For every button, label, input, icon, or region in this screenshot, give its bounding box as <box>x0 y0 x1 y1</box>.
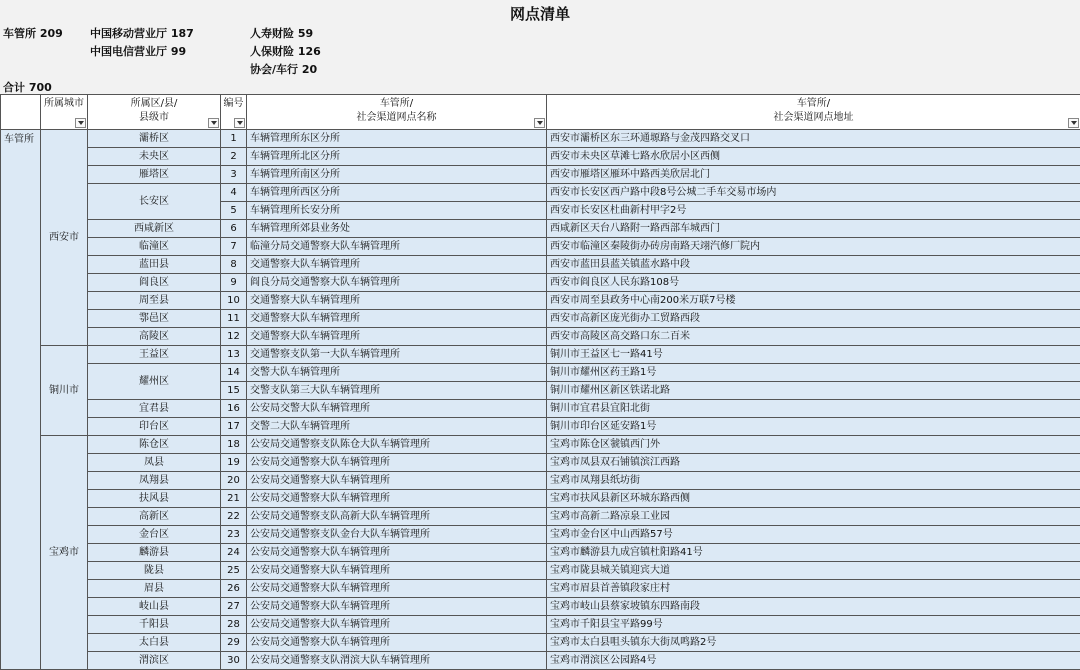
name-cell: 交通警察大队车辆管理所 <box>247 256 547 274</box>
number-cell: 11 <box>221 310 247 328</box>
address-cell: 西安市临潼区秦陵街办砖房南路天翊汽修厂院内 <box>547 238 1080 256</box>
number-cell: 4 <box>221 184 247 202</box>
table-row <box>1 454 1080 472</box>
name-cell: 公安局交通警察大队车辆管理所 <box>247 562 547 580</box>
number-cell: 25 <box>221 562 247 580</box>
table-row <box>1 508 1080 526</box>
name-cell: 公安局交通警察支队陈仓大队车辆管理所 <box>247 436 547 454</box>
district-cell: 高新区 <box>88 508 221 526</box>
page-title: 网点清单 <box>0 3 1080 24</box>
address-cell: 铜川市耀州区新区铁诺北路 <box>547 382 1080 400</box>
name-cell: 公安局交通警察大队车辆管理所 <box>247 544 547 562</box>
district-cell: 灞桥区 <box>88 130 221 148</box>
address-cell: 宝鸡市扶风县新区环城东路西侧 <box>547 490 1080 508</box>
table-row <box>1 364 1080 382</box>
stat-pingan: 人保财险 126 <box>250 43 321 59</box>
table-row <box>1 490 1080 508</box>
address-cell: 宝鸡市陇县城关镇迎宾大道 <box>547 562 1080 580</box>
name-cell: 公安局交警大队车辆管理所 <box>247 400 547 418</box>
address-cell: 宝鸡市高新二路凉泉工业园 <box>547 508 1080 526</box>
header-outlet-address: 车管所/ 社会渠道网点地址 <box>547 95 1080 130</box>
number-cell: 3 <box>221 166 247 184</box>
district-cell: 岐山县 <box>88 598 221 616</box>
address-cell: 西安市高陵区高交路口东二百米 <box>547 328 1080 346</box>
district-cell: 太白县 <box>88 634 221 652</box>
number-cell: 15 <box>221 382 247 400</box>
number-cell: 5 <box>221 202 247 220</box>
address-cell: 西安市雁塔区雁环中路西美欣居北门 <box>547 166 1080 184</box>
table-row <box>1 562 1080 580</box>
address-cell: 西安市长安区杜曲新村甲字2号 <box>547 202 1080 220</box>
summary-panel <box>0 0 1080 94</box>
name-cell: 公安局交通警察大队车辆管理所 <box>247 454 547 472</box>
name-cell: 交警二大队车辆管理所 <box>247 418 547 436</box>
table-row <box>1 544 1080 562</box>
number-cell: 22 <box>221 508 247 526</box>
header-category <box>1 95 41 130</box>
district-cell: 王益区 <box>88 346 221 364</box>
name-cell: 公安局交通警察大队车辆管理所 <box>247 616 547 634</box>
address-cell: 宝鸡市金台区中山西路57号 <box>547 526 1080 544</box>
table-row <box>1 598 1080 616</box>
table-row <box>1 436 1080 454</box>
table-row <box>1 130 1080 148</box>
district-cell: 雁塔区 <box>88 166 221 184</box>
city-cell: 宝鸡市 <box>41 436 88 670</box>
name-cell: 车辆管理所东区分所 <box>247 130 547 148</box>
district-cell: 蓝田县 <box>88 256 221 274</box>
address-cell: 铜川市宜君县宜阳北街 <box>547 400 1080 418</box>
district-cell: 宜君县 <box>88 400 221 418</box>
district-cell: 金台区 <box>88 526 221 544</box>
table-row <box>1 256 1080 274</box>
number-cell: 30 <box>221 652 247 670</box>
header-row <box>1 95 1080 130</box>
address-cell: 宝鸡市麟游县九成宫镇杜阳路41号 <box>547 544 1080 562</box>
name-cell: 公安局交通警察支队金台大队车辆管理所 <box>247 526 547 544</box>
table-row <box>1 634 1080 652</box>
address-cell: 宝鸡市眉县首善镇段家庄村 <box>547 580 1080 598</box>
address-cell: 铜川市王益区七一路41号 <box>547 346 1080 364</box>
district-cell: 凤县 <box>88 454 221 472</box>
table-row <box>1 472 1080 490</box>
name-cell: 临潼分局交通警察大队车辆管理所 <box>247 238 547 256</box>
district-cell: 鄠邑区 <box>88 310 221 328</box>
filter-dropdown-icon[interactable] <box>208 118 219 128</box>
address-cell: 西安市阎良区人民东路108号 <box>547 274 1080 292</box>
table-row <box>1 616 1080 634</box>
address-cell: 宝鸡市陈仓区虢镇西门外 <box>547 436 1080 454</box>
stat-assoc: 协会/车行 20 <box>250 61 317 77</box>
address-cell: 宝鸡市千阳县宝平路99号 <box>547 616 1080 634</box>
number-cell: 28 <box>221 616 247 634</box>
district-cell: 长安区 <box>88 184 221 220</box>
name-cell: 阎良分局交通警察大队车辆管理所 <box>247 274 547 292</box>
table-row <box>1 346 1080 364</box>
name-cell: 交通警察支队第一大队车辆管理所 <box>247 346 547 364</box>
district-cell: 陇县 <box>88 562 221 580</box>
filter-dropdown-icon[interactable] <box>534 118 545 128</box>
address-cell: 西安市周至县政务中心南200米万联7号楼 <box>547 292 1080 310</box>
district-cell: 麟游县 <box>88 544 221 562</box>
name-cell: 车辆管理所南区分所 <box>247 166 547 184</box>
table-row <box>1 184 1080 202</box>
name-cell: 交通警察大队车辆管理所 <box>247 328 547 346</box>
number-cell: 18 <box>221 436 247 454</box>
number-cell: 24 <box>221 544 247 562</box>
city-cell: 铜川市 <box>41 346 88 436</box>
table-row <box>1 148 1080 166</box>
district-cell: 未央区 <box>88 148 221 166</box>
table-row <box>1 220 1080 238</box>
number-cell: 9 <box>221 274 247 292</box>
number-cell: 10 <box>221 292 247 310</box>
filter-dropdown-icon[interactable] <box>1068 118 1079 128</box>
number-cell: 7 <box>221 238 247 256</box>
name-cell: 公安局交通警察大队车辆管理所 <box>247 634 547 652</box>
number-cell: 26 <box>221 580 247 598</box>
table-row <box>1 418 1080 436</box>
address-cell: 西安市长安区西户路中段8号公城二手车交易市场内 <box>547 184 1080 202</box>
stat-life: 人寿财险 59 <box>250 25 313 41</box>
filter-dropdown-icon[interactable] <box>75 118 86 128</box>
address-cell: 西咸新区天台八路附一路西部车城西门 <box>547 220 1080 238</box>
district-cell: 耀州区 <box>88 364 221 400</box>
address-cell: 宝鸡市岐山县蔡家坡镇东四路南段 <box>547 598 1080 616</box>
stat-total: 合计 700 <box>3 79 52 95</box>
city-cell: 西安市 <box>41 130 88 346</box>
address-cell: 宝鸡市太白县咀头镇东大街凤鸣路2号 <box>547 634 1080 652</box>
number-cell: 21 <box>221 490 247 508</box>
stat-telecom: 中国电信营业厅 99 <box>90 43 186 59</box>
number-cell: 13 <box>221 346 247 364</box>
address-cell: 西安市未央区草滩七路水欣居小区西侧 <box>547 148 1080 166</box>
name-cell: 车辆管理所郊县业务处 <box>247 220 547 238</box>
number-cell: 12 <box>221 328 247 346</box>
address-cell: 铜川市印台区延安路1号 <box>547 418 1080 436</box>
name-cell: 交通警察大队车辆管理所 <box>247 292 547 310</box>
district-cell: 临潼区 <box>88 238 221 256</box>
district-cell: 高陵区 <box>88 328 221 346</box>
name-cell: 公安局交通警察支队渭滨大队车辆管理所 <box>247 652 547 670</box>
number-cell: 29 <box>221 634 247 652</box>
table-row <box>1 166 1080 184</box>
number-cell: 20 <box>221 472 247 490</box>
district-cell: 眉县 <box>88 580 221 598</box>
district-cell: 西咸新区 <box>88 220 221 238</box>
address-cell: 宝鸡市渭滨区公园路4号 <box>547 652 1080 670</box>
district-cell: 渭滨区 <box>88 652 221 670</box>
number-cell: 17 <box>221 418 247 436</box>
category-cell: 车管所 <box>1 130 41 670</box>
district-cell: 凤翔县 <box>88 472 221 490</box>
name-cell: 公安局交通警察大队车辆管理所 <box>247 580 547 598</box>
table-row <box>1 292 1080 310</box>
name-cell: 交警支队第三大队车辆管理所 <box>247 382 547 400</box>
number-cell: 1 <box>221 130 247 148</box>
table-row <box>1 328 1080 346</box>
address-cell: 西安市蓝田县蓝关镇蓝水路中段 <box>547 256 1080 274</box>
name-cell: 车辆管理所北区分所 <box>247 148 547 166</box>
district-cell: 阎良区 <box>88 274 221 292</box>
name-cell: 车辆管理所长安分所 <box>247 202 547 220</box>
table-row <box>1 310 1080 328</box>
table-row <box>1 400 1080 418</box>
filter-dropdown-icon[interactable] <box>234 118 245 128</box>
name-cell: 公安局交通警察大队车辆管理所 <box>247 598 547 616</box>
name-cell: 公安局交通警察大队车辆管理所 <box>247 472 547 490</box>
number-cell: 27 <box>221 598 247 616</box>
district-cell: 扶风县 <box>88 490 221 508</box>
number-cell: 6 <box>221 220 247 238</box>
district-cell: 千阳县 <box>88 616 221 634</box>
number-cell: 19 <box>221 454 247 472</box>
header-number: 编号 <box>221 95 247 130</box>
table-row <box>1 580 1080 598</box>
district-cell: 陈仓区 <box>88 436 221 454</box>
table-row <box>1 238 1080 256</box>
name-cell: 公安局交通警察大队车辆管理所 <box>247 490 547 508</box>
outlet-table <box>0 94 1080 670</box>
name-cell: 交警大队车辆管理所 <box>247 364 547 382</box>
table-row <box>1 274 1080 292</box>
address-cell: 宝鸡市凤县双石铺镇滨江西路 <box>547 454 1080 472</box>
address-cell: 西安市高新区庞光街办工贸路西段 <box>547 310 1080 328</box>
stat-chegs: 车管所 209 <box>3 25 63 41</box>
table-row <box>1 526 1080 544</box>
address-cell: 宝鸡市凤翔县纸坊街 <box>547 472 1080 490</box>
number-cell: 8 <box>221 256 247 274</box>
name-cell: 交通警察大队车辆管理所 <box>247 310 547 328</box>
header-outlet-name: 车管所/ 社会渠道网点名称 <box>247 95 547 130</box>
header-city: 所属城市 <box>41 95 88 130</box>
name-cell: 公安局交通警察支队高新大队车辆管理所 <box>247 508 547 526</box>
header-district: 所属区/县/ 县级市 <box>88 95 221 130</box>
number-cell: 23 <box>221 526 247 544</box>
table-row <box>1 652 1080 670</box>
address-cell: 铜川市耀州区药王路1号 <box>547 364 1080 382</box>
district-cell: 印台区 <box>88 418 221 436</box>
district-cell: 周至县 <box>88 292 221 310</box>
number-cell: 2 <box>221 148 247 166</box>
stat-mobile: 中国移动营业厅 187 <box>90 25 194 41</box>
number-cell: 14 <box>221 364 247 382</box>
name-cell: 车辆管理所西区分所 <box>247 184 547 202</box>
number-cell: 16 <box>221 400 247 418</box>
address-cell: 西安市灞桥区东三环通塬路与金茂四路交叉口 <box>547 130 1080 148</box>
